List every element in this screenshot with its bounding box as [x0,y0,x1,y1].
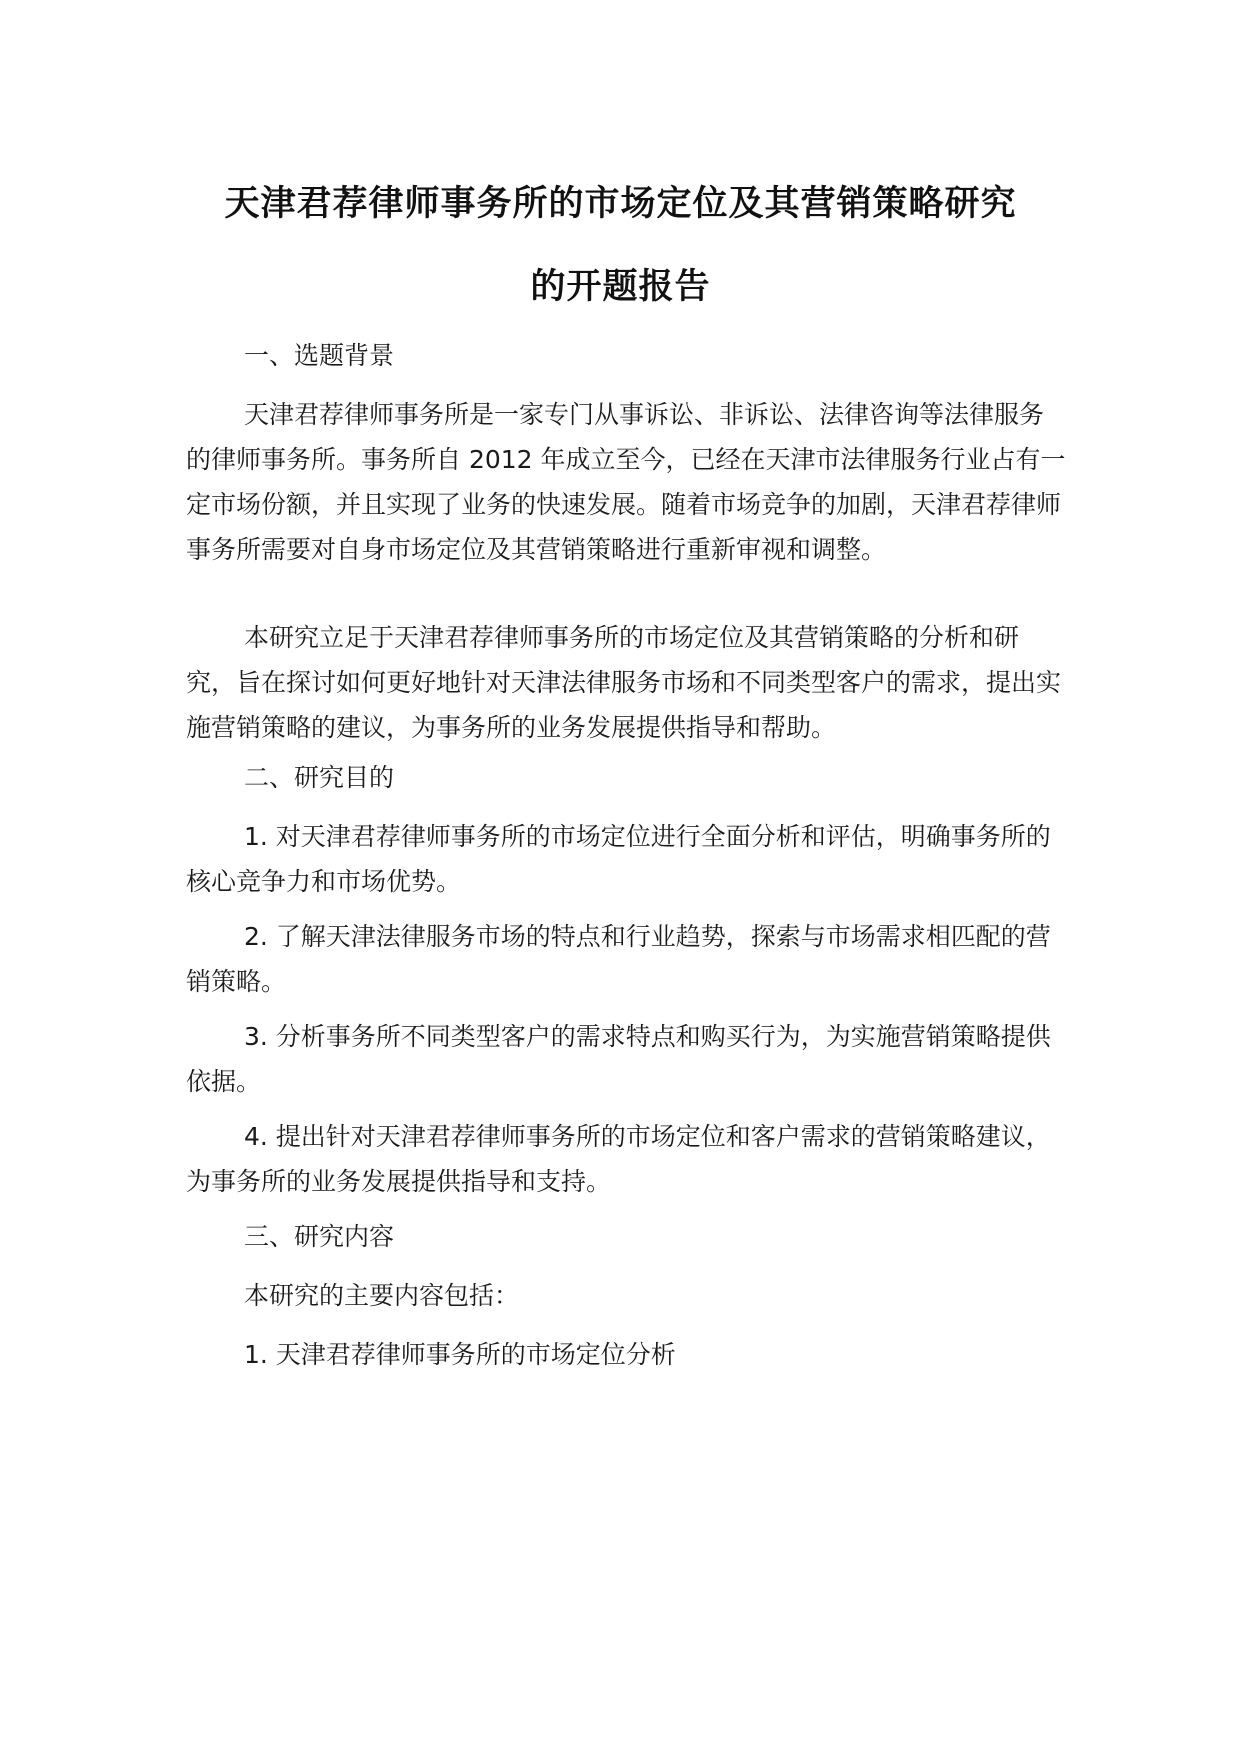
section-heading-background: 一、选题背景 [244,341,395,370]
paragraph-background-2: 本研究立足于天津君荐律师事务所的市场定位及其营销策略的分析和研究，旨在探讨如何更好地针对天津法律服务市场和不同类型客户的需求，提出实施营销策略的建议，为事务所的业务发展提供指导和帮助。 [186,623,1062,742]
content-intro: 本研究的主要内容包括： [244,1281,520,1310]
purpose-item-1: 1. 对天津君荐律师事务所的市场定位进行全面分析和评估，明确事务所的核心竞争力和市场优势。 [186,822,1051,896]
document-title-line-1: 天津君荐律师事务所的市场定位及其营销策略研究 [224,184,1017,224]
purpose-item-2: 2. 了解天津法律服务市场的特点和行业趋势，探索与市场需求相匹配的营销策略。 [186,922,1051,996]
paragraph-background-1: 天津君荐律师事务所是一家专门从事诉讼、非诉讼、法律咨询等法律服务的律师事务所。事务所自 2012 年成立至今，已经在天津市法律服务行业占有一定市场份额，并且实现了业务的快速发展。随着市场竞争的加剧，天津君荐律师事务所需要对自身市场定位及其营销策略进行重新审视和调整。 [186,400,1066,564]
purpose-item-4: 4. 提出针对天津君荐律师事务所的市场定位和客户需求的营销策略建议，为事务所的业务发展提供指导和支持。 [186,1122,1051,1196]
purpose-item-3: 3. 分析事务所不同类型客户的需求特点和购买行为，为实施营销策略提供依据。 [186,1022,1051,1096]
section-heading-content: 三、研究内容 [244,1222,395,1251]
content-item-1: 1. 天津君荐律师事务所的市场定位分析 [244,1340,676,1369]
section-heading-purpose: 二、研究目的 [244,763,395,792]
document-title-line-2: 的开题报告 [530,267,711,307]
